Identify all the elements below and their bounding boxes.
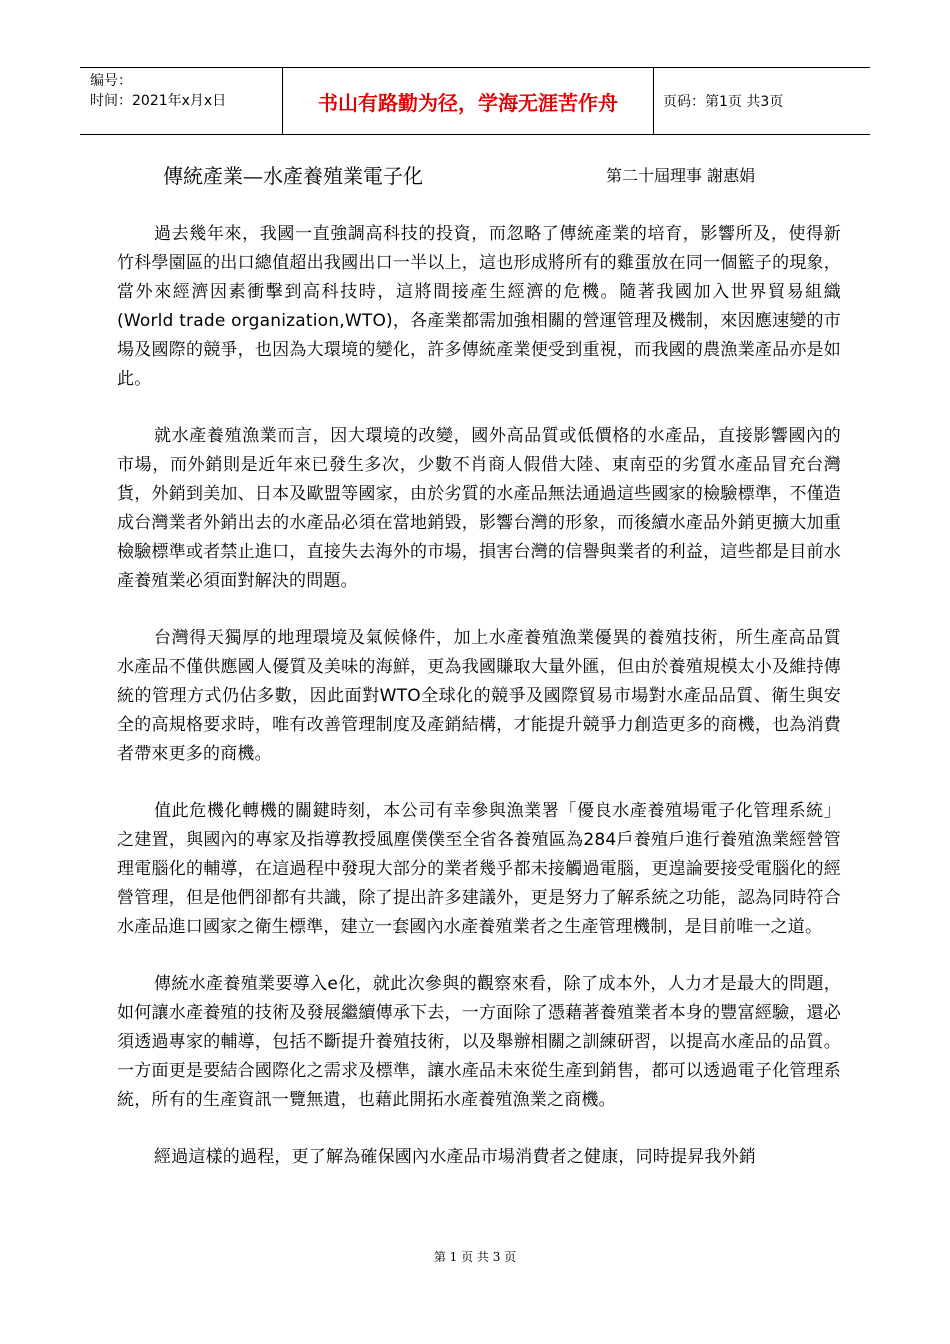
time-label: 时间：2021年x月x日 — [90, 93, 227, 109]
paragraph: 台灣得天獨厚的地理環境及氣候條件，加上水產養殖漁業優異的養殖技術，所生產高品質水產品不僅供應國人優質及美味的海鮮，更為我國賺取大量外匯，但由於養殖規模太小及維持傳統的管理方式仍佔多數，因此面對WTO全球化的競爭及國際貿易市場對水產品品質、衛生與安全的高規格要求時，唯有改善管理制度及產銷結構，才能提升競爭力創造更多的商機，也為消費者帶來更多的商機。 — [117, 628, 841, 764]
title-row — [163, 160, 803, 190]
page-footer: 第 1 页 共 3 页 — [433, 1250, 517, 1264]
header-meta-cell — [80, 68, 283, 134]
document-title: 傳統產業—水產養殖業電子化 — [163, 164, 423, 188]
paragraph: 傳統水產養殖業要導入e化，就此次參與的觀察來看，除了成本外，人力才是最大的問題，如何讓水產養殖的技術及發展繼續傳承下去，一方面除了憑藉著養殖業者本身的豐富經驗，還必須透過專家的輔導，包括不斷提升養殖技術，以及舉辦相關之訓練研習，以提高水產品的品質。一方面更是要結合國際化之需求及標準，讓水產品未來從生產到銷售，都可以透過電子化管理系統，所有的生產資訊一覽無遺，也藉此開拓水產養殖漁業之商機。 — [117, 974, 841, 1110]
page-info-text: 页码：第1页 共3页 — [663, 94, 784, 110]
number-label: 编号： — [90, 73, 132, 89]
paragraph: 值此危機化轉機的關鍵時刻，本公司有幸參與漁業署「優良水產養殖場電子化管理系統」之建置，與國內的專家及指導教授風塵僕僕至全省各養殖區為284戶養殖戶進行養殖漁業經營管理電腦化的輔導，在這過程中發現大部分的業者幾乎都未接觸過電腦，更遑論要接受電腦化的經營管理，但是他們卻都有共識，除了提出許多建議外，更是努力了解系統之功能，認為同時符合水產品進口國家之衛生標準，建立一套國內水產養殖業者之生產管理機制，是目前唯一之道。 — [117, 801, 841, 937]
motto-cell — [283, 68, 654, 134]
paragraph: 經過這樣的過程，更了解為確保國內水產品市場消費者之健康，同時提昇我外銷 — [154, 1147, 756, 1167]
document-body — [117, 220, 841, 1200]
page-info-cell — [654, 68, 870, 134]
motto-text: 书山有路勤为径，学海无涯苦作舟 — [318, 90, 618, 115]
author-line: 第二十屆理事 謝惠娟 — [606, 166, 756, 185]
header-table — [80, 67, 870, 135]
paragraph: 就水產養殖漁業而言，因大環境的改變，國外高品質或低價格的水產品，直接影響國內的市場，而外銷則是近年來已發生多次，少數不肖商人假借大陸、東南亞的劣質水產品冒充台灣貨，外銷到美加、日本及歐盟等國家，由於劣質的水產品無法通過這些國家的檢驗標準，不僅造成台灣業者外銷出去的水產品必須在當地銷毀，影響台灣的形象，而後續水產品外銷更擴大加重檢驗標準或者禁止進口，直接失去海外的市場，損害台灣的信譽與業者的利益，這些都是目前水產養殖業必須面對解決的問題。 — [117, 426, 841, 591]
paragraph: 過去幾年來，我國一直強調高科技的投資，而忽略了傳統產業的培育，影響所及，使得新竹科學園區的出口總值超出我國出口一半以上，這也形成將所有的雞蛋放在同一個籃子的現象，當外來經濟因素衝擊到高科技時，這將間接產生經濟的危機。隨著我國加入世界貿易組織(World trade organization,WTO)，各產業都需加強相關的營運管理及機制，來因應速變的市場及國際的競爭，也因為大環境的變化，許多傳統產業便受到重視，而我國的農漁業產品亦是如此。 — [117, 224, 841, 389]
